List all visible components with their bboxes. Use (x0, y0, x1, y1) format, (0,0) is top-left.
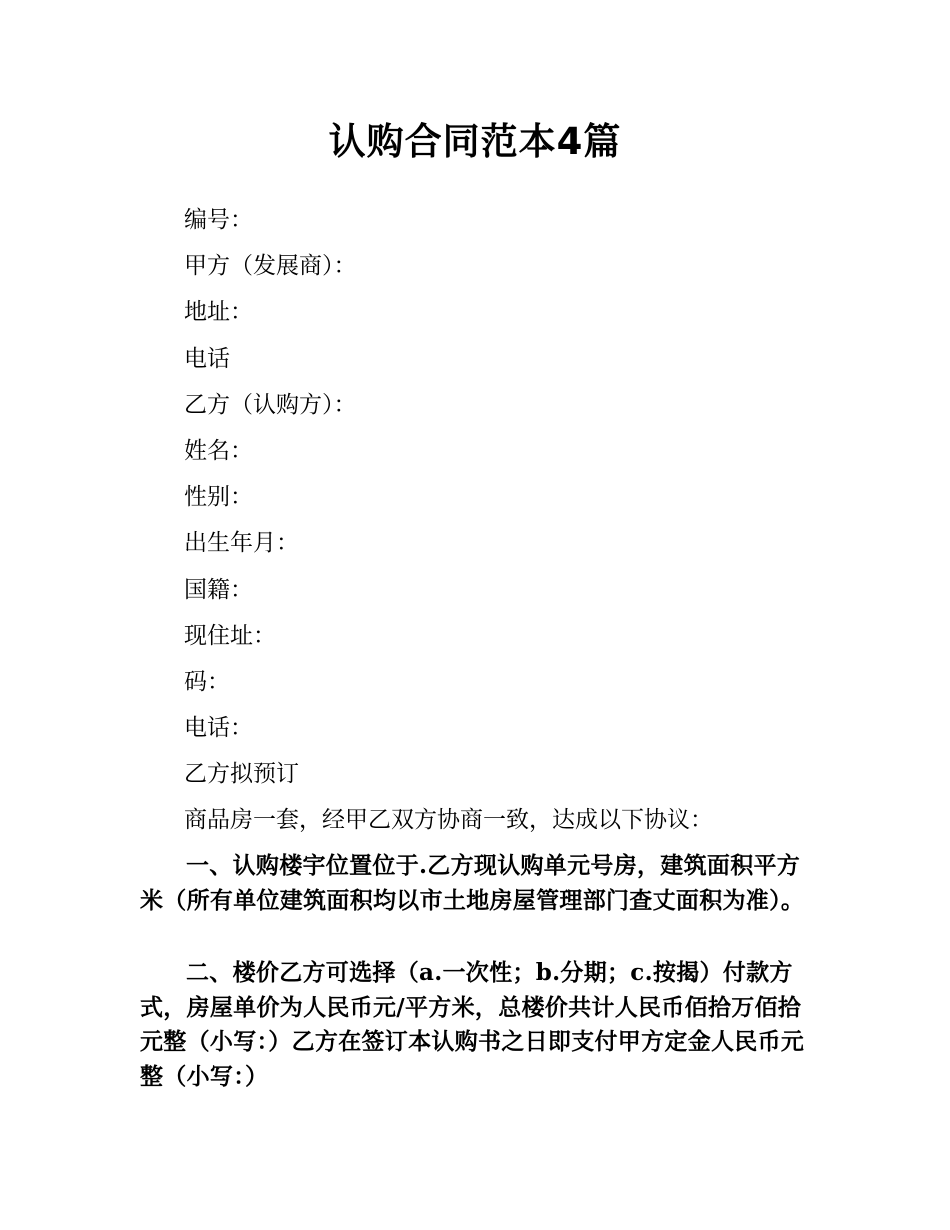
field-current-address: 现住址： (184, 622, 276, 649)
document-title: 认购合同范本4篇 (328, 120, 622, 163)
field-gender: 性别： (184, 484, 253, 511)
field-serial-number: 编号： (184, 207, 253, 233)
field-phone-b: 电话： (184, 715, 253, 742)
field-name: 姓名： (184, 437, 253, 464)
field-nationality: 国籍： (184, 576, 253, 603)
clause-price: 二、楼价乙方可选择（a.一次性；b.分期；c.按揭）付款方式，房屋单价为人民币元/平方米，总楼价共计人民币佰拾万佰拾元整（小写：）乙方在签订本认购书之日即支付甲方定金人民币元整（小写：） (140, 959, 805, 1090)
field-party-a: 甲方（发展商）： (184, 253, 357, 280)
field-code: 码： (184, 668, 230, 695)
field-party-b: 乙方（认购方）： (184, 391, 357, 418)
party-info-list (184, 203, 824, 850)
field-birth-date: 出生年月： (184, 530, 299, 557)
field-phone-a: 电话 (184, 345, 230, 372)
field-address: 地址： (184, 299, 253, 326)
field-agreement-intro: 商品房一套，经甲乙双方协商一致，达成以下协议： (184, 807, 713, 834)
clause-location: 一、认购楼宇位置位于.乙方现认购单元号房，建筑面积平方米（所有单位建筑面积均以市土地房屋管理部门查丈面积为准）。 (140, 852, 805, 914)
field-reservation: 乙方拟预订 (184, 761, 299, 788)
